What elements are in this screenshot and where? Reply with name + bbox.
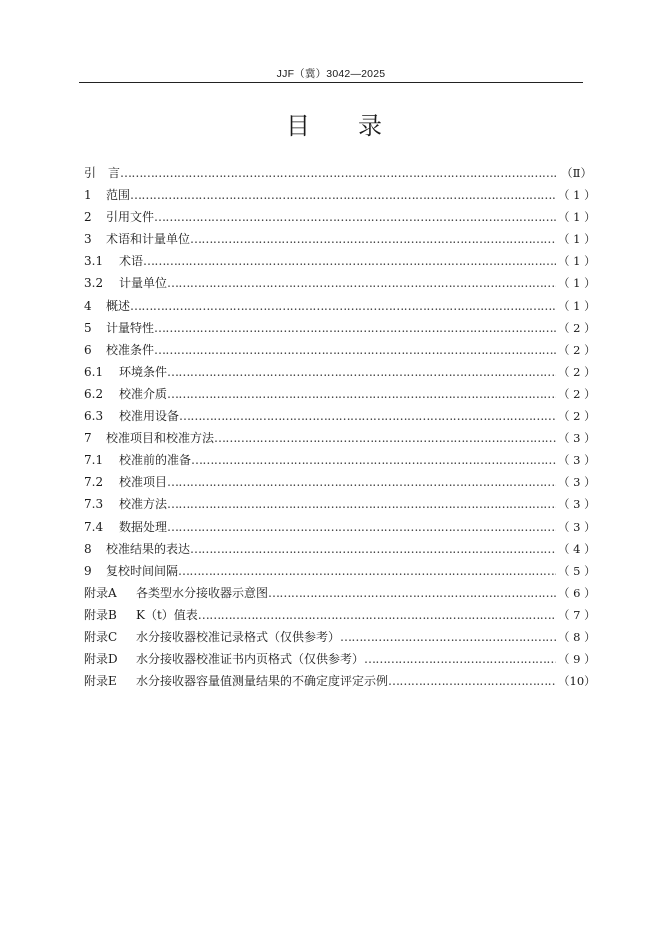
toc-entry-page: （ 2 ）: [558, 409, 596, 424]
toc-entry-title: 术语: [119, 254, 144, 269]
toc-entry-title: 校准前的准备: [119, 453, 192, 468]
toc-entry-title: 概述: [106, 298, 131, 313]
toc-entry[interactable]: [84, 560, 596, 582]
toc-entry[interactable]: [84, 228, 596, 250]
toc-dot-leader: [130, 184, 556, 206]
toc-title: 目 录: [286, 112, 382, 140]
toc-entry-page: （ 5 ）: [558, 563, 596, 578]
toc-entry[interactable]: [84, 449, 596, 471]
toc-entry-title: 水分接收器校准证书内页格式（仅供参考）: [136, 652, 365, 667]
toc-entry-page: （10）: [558, 674, 596, 689]
toc-entry-page: （ 1 ）: [558, 298, 596, 313]
toc-dot-leader: [154, 317, 556, 339]
toc-entry[interactable]: [84, 582, 596, 604]
table-of-contents: [84, 162, 596, 692]
toc-dot-leader: [167, 493, 556, 515]
toc-entry-title: 校准项目: [119, 475, 168, 490]
toc-entry-title: 复校时间间隔: [106, 563, 179, 578]
toc-entry-page: （ 9 ）: [558, 652, 596, 667]
toc-entry[interactable]: [84, 493, 596, 515]
toc-entry-number: 附录E: [84, 674, 117, 689]
toc-entry[interactable]: [84, 516, 596, 538]
toc-dot-leader: [178, 560, 556, 582]
toc-entry-number: 附录D: [84, 652, 118, 667]
toc-dot-leader: [198, 604, 556, 626]
toc-entry[interactable]: [84, 383, 596, 405]
toc-dot-leader: [340, 626, 556, 648]
toc-entry-number: 3: [84, 232, 92, 247]
toc-entry-number: 8: [84, 541, 92, 556]
toc-dot-leader: [190, 538, 556, 560]
toc-entry-page: （ 1 ）: [558, 232, 596, 247]
toc-entry-page: （ 1 ）: [558, 254, 596, 269]
toc-entry[interactable]: [84, 427, 596, 449]
toc-entry-page: （ 2 ）: [558, 386, 596, 401]
toc-entry-title: 校准用设备: [119, 409, 180, 424]
toc-entry-page: （ 3 ）: [558, 431, 596, 446]
toc-dot-leader: [130, 295, 556, 317]
toc-entry[interactable]: [84, 250, 596, 272]
toc-entry[interactable]: [84, 184, 596, 206]
toc-entry-title: 校准方法: [119, 497, 168, 512]
toc-entry-number: 5: [84, 320, 92, 335]
toc-entry-title: 校准结果的表达: [106, 541, 191, 556]
toc-entry-page: （ 4 ）: [558, 541, 596, 556]
toc-entry-number: 附录B: [84, 607, 117, 622]
toc-entry[interactable]: [84, 361, 596, 383]
toc-entry-title: 术语和计量单位: [106, 232, 191, 247]
toc-entry-title: 校准介质: [119, 386, 168, 401]
toc-entry-page: （ 1 ）: [558, 210, 596, 225]
toc-entry-title: 环境条件: [119, 364, 168, 379]
toc-entry-number: 7.2: [84, 475, 104, 490]
toc-entry[interactable]: [84, 626, 596, 648]
header-rule: [79, 82, 583, 83]
toc-entry-number: 6.1: [84, 364, 104, 379]
toc-entry-number: 附录C: [84, 629, 118, 644]
toc-entry-title: 计量特性: [106, 320, 155, 335]
toc-entry-title: 计量单位: [119, 276, 168, 291]
toc-entry-title: 水分接收器容量值测量结果的不确定度评定示例: [136, 674, 389, 689]
toc-entry-page: （ 2 ）: [558, 320, 596, 335]
toc-entry-page: （ 3 ）: [558, 453, 596, 468]
toc-entry-page: （ 2 ）: [558, 364, 596, 379]
toc-entry-number: 2: [84, 210, 92, 225]
toc-entry-number: 4: [84, 298, 92, 313]
toc-dot-leader: [179, 405, 556, 427]
toc-entry-title: 数据处理: [119, 519, 168, 534]
toc-dot-leader: [388, 670, 556, 692]
toc-entry-page: （ 6 ）: [558, 585, 596, 600]
toc-entry-title: 引用文件: [106, 210, 155, 225]
toc-entry-page: （ 1 ）: [558, 188, 596, 203]
toc-entry-number: 3.2: [84, 276, 104, 291]
toc-entry-number: 1: [84, 188, 92, 203]
toc-entry-page: （ 3 ）: [558, 519, 596, 534]
toc-entry-title: 范围: [106, 188, 131, 203]
toc-entry-number: 9: [84, 563, 92, 578]
toc-entry-number: 引 言: [84, 166, 121, 180]
toc-dot-leader: [167, 361, 556, 383]
toc-entry[interactable]: [84, 272, 596, 294]
toc-entry[interactable]: [84, 471, 596, 493]
toc-entry[interactable]: [84, 339, 596, 361]
toc-entry-number: 7.1: [84, 453, 104, 468]
toc-entry[interactable]: [84, 648, 596, 670]
toc-dot-leader: [268, 582, 556, 604]
toc-dot-leader: [154, 206, 556, 228]
toc-entry-title: 校准项目和校准方法: [106, 431, 215, 446]
toc-dot-leader: [214, 427, 556, 449]
toc-entry[interactable]: [84, 405, 596, 427]
toc-entry-number: 附录A: [84, 585, 117, 600]
toc-entry-title: 校准条件: [106, 342, 155, 357]
toc-entry-number: 6: [84, 342, 92, 357]
toc-entry[interactable]: [84, 317, 596, 339]
toc-dot-leader: [167, 272, 556, 294]
toc-entry-page: （Ⅱ）: [561, 166, 592, 180]
toc-entry-number: 6.2: [84, 386, 104, 401]
toc-entry-page: （ 3 ）: [558, 475, 596, 490]
toc-dot-leader: [190, 228, 556, 250]
toc-entry[interactable]: [84, 538, 596, 560]
toc-entry-page: （ 2 ）: [558, 342, 596, 357]
toc-dot-leader: [143, 250, 556, 272]
toc-entry[interactable]: [84, 295, 596, 317]
toc-dot-leader: [167, 516, 556, 538]
toc-entry-title: K（t）值表: [136, 607, 198, 622]
toc-entry[interactable]: [84, 670, 596, 692]
toc-entry-page: （ 1 ）: [558, 276, 596, 291]
toc-entry-page: （ 3 ）: [558, 497, 596, 512]
toc-entry-page: （ 7 ）: [558, 607, 596, 622]
toc-dot-leader: [167, 471, 556, 493]
toc-entry-number: 3.1: [84, 254, 104, 269]
toc-entry-page: （ 8 ）: [558, 629, 596, 644]
toc-entry-number: 7.3: [84, 497, 104, 512]
toc-entry-title: 水分接收器校准记录格式（仅供参考）: [136, 629, 341, 644]
toc-entry[interactable]: [84, 206, 596, 228]
toc-entry[interactable]: [84, 162, 592, 184]
toc-dot-leader: [154, 339, 556, 361]
toc-dot-leader: [167, 383, 556, 405]
toc-entry[interactable]: [84, 604, 596, 626]
toc-dot-leader: [364, 648, 556, 670]
toc-entry-number: 7: [84, 431, 92, 446]
toc-entry-number: 7.4: [84, 519, 104, 534]
page-header-code: JJF（冀）3042—2025: [276, 68, 386, 80]
toc-dot-leader: [191, 449, 556, 471]
toc-entry-title: 各类型水分接收器示意图: [136, 585, 269, 600]
toc-dot-leader: [120, 162, 556, 184]
toc-entry-number: 6.3: [84, 409, 104, 424]
